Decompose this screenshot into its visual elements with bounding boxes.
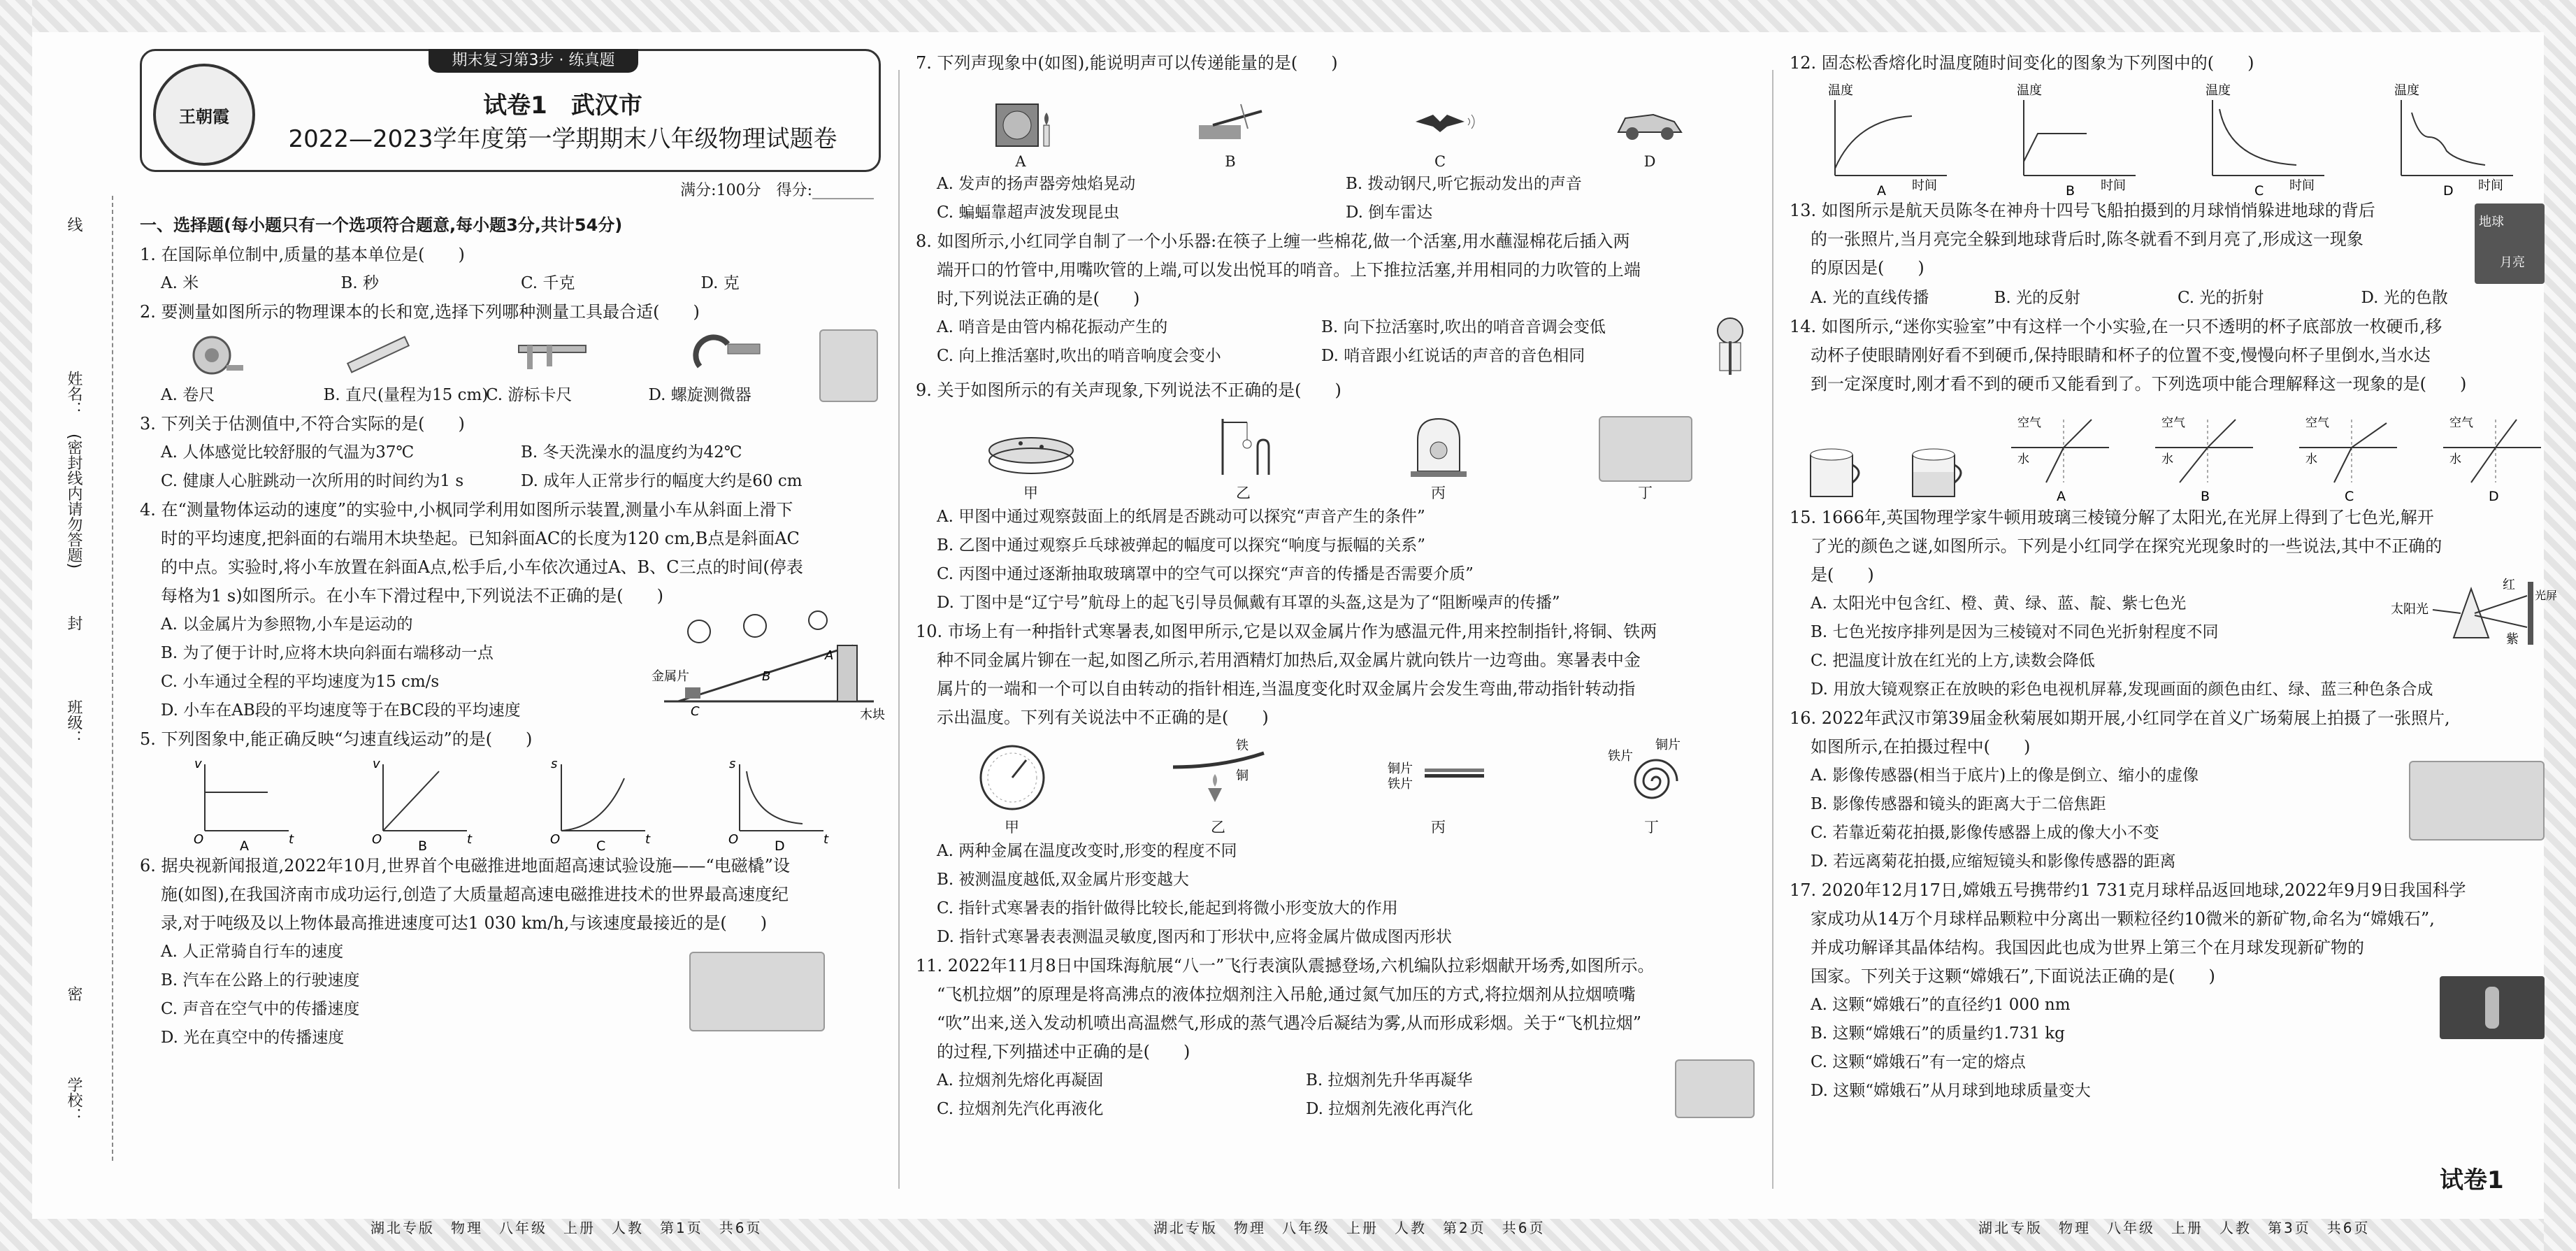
svg-text:t: t — [645, 832, 650, 847]
svg-text:A: A — [2057, 489, 2066, 504]
svg-text:温度: 温度 — [1828, 83, 1853, 98]
question-line: 国家。下列关于这颗“嫦娥石”,下面说法正确的是( ) — [1811, 966, 2215, 986]
option-c[interactable]: C. 声音在空气中的传播速度 — [161, 1000, 360, 1018]
question-13 — [1790, 196, 2545, 313]
label-c: C — [691, 704, 700, 719]
graph-a — [1814, 78, 1954, 199]
svg-text:v: v — [194, 757, 202, 771]
option-c[interactable]: C. 健康人心脏跳动一次所用的时间约为1 s — [161, 472, 464, 490]
question-10 — [916, 617, 1755, 952]
page-border-left — [0, 0, 32, 1251]
option-a[interactable]: A. 太阳光中包含红、橙、黄、绿、蓝、靛、紫七色光 — [1811, 594, 2187, 613]
label-yi: 乙 — [1236, 485, 1251, 501]
question-line: 16. 2022年武汉市第39届金秋菊展如期开展,小红同学在首义广场菊展上拍摄了一张照片, — [1790, 708, 2450, 728]
carrier-photo — [1599, 416, 1692, 482]
exam-subtitle: 2022—2023学年度第一学期期末八年级物理试题卷 — [288, 125, 837, 153]
q7-figures — [916, 78, 1755, 170]
label-b: B — [1225, 153, 1236, 170]
svg-text:B: B — [2066, 183, 2075, 199]
seal-note: (密封线内请勿答题) — [65, 434, 82, 569]
option-b[interactable]: B. 为了便于计时,应将木块向斜面右端移动一点 — [161, 644, 494, 662]
option-d[interactable]: D. 这颗“嫦娥石”从月球到地球质量变大 — [1811, 1082, 2091, 1100]
question-4 — [140, 496, 885, 725]
option-d[interactable]: D. 成年人正常步行的幅度大约是60 cm — [521, 472, 803, 490]
svg-text:温度: 温度 — [2017, 83, 2042, 98]
question-line: 的原因是( ) — [1811, 258, 1924, 278]
option-d[interactable]: D. 小车在AB段的平均速度等于在BC段的平均速度 — [161, 701, 521, 720]
option-d[interactable]: D. 丁图中是“辽宁号”航母上的起飞引导员佩戴有耳罩的头盔,这是为了“阻断噪声的传播” — [937, 594, 1560, 612]
question-8 — [916, 227, 1755, 376]
svg-text:红: 红 — [2503, 578, 2515, 592]
question-14 — [1790, 313, 2545, 503]
svg-text:t: t — [466, 832, 472, 847]
review-step-tag: 期末复习第3步 · 练真题 — [429, 49, 638, 73]
option-c[interactable]: C. 拉烟剂先汽化再液化 — [937, 1100, 1104, 1118]
ruler-icon — [340, 331, 417, 376]
svg-text:时间: 时间 — [1912, 178, 1937, 193]
option-b[interactable]: B. 拉烟剂先升华再凝华 — [1306, 1071, 1473, 1089]
option-d[interactable]: D. 哨音跟小红说话的声音的音色相同 — [1321, 347, 1585, 365]
refraction-a — [2008, 406, 2113, 503]
option-a[interactable]: A. 以金属片为参照物,小车是运动的 — [161, 615, 413, 634]
question-line: 示出温度。下列有关说法中不正确的是( ) — [937, 708, 1269, 727]
question-6 — [140, 852, 881, 1052]
micrometer-icon — [686, 331, 763, 376]
svg-text:铜: 铜 — [1235, 769, 1249, 783]
svg-text:O: O — [371, 832, 382, 847]
label-earth: 地球 — [2479, 215, 2504, 229]
school-field-label: 学校： — [65, 1077, 82, 1123]
prism-dispersion-figure — [2391, 561, 2558, 666]
question-1 — [140, 241, 881, 298]
page-1 — [140, 49, 885, 1236]
question-line: 时,下列说法正确的是( ) — [937, 289, 1140, 308]
option-b[interactable]: B. 影像传感器和镜头的距离大于二倍焦距 — [1811, 795, 2106, 813]
seal-dashed-line — [112, 196, 113, 1161]
svg-text:铜片: 铜片 — [1655, 738, 1681, 752]
bell-jar-icon — [1404, 412, 1474, 482]
motion-graphs — [140, 754, 881, 852]
option-a[interactable]: A. 光的直线传播 — [1811, 289, 1929, 307]
bat-icon — [1402, 90, 1478, 153]
q10-figures — [916, 732, 1755, 837]
question-line: 6. 据央视新闻报道,2022年10月,世界首个电磁推进地面超高速试验设施——“电磁橇”设 — [140, 856, 790, 875]
tuning-fork-icon — [1209, 412, 1279, 482]
question-line: 施(如图),在我国济南市成功运行,创造了大质量超高速电磁推进技术的世界最高速度纪 — [161, 885, 789, 904]
option-b[interactable]: B. 拨动钢尺,听它振动发出的声音 — [1346, 175, 1582, 193]
aerobatic-jets-photo — [1675, 1059, 1755, 1118]
question-line: 的过程,下列描述中正确的是( ) — [937, 1042, 1190, 1061]
question-line: 是( ) — [1811, 565, 1874, 585]
question-2 — [140, 298, 881, 410]
option-c[interactable]: C. 丙图中通过逐渐抽取玻璃罩中的空气可以探究“声音的传播是否需要介质” — [937, 565, 1474, 583]
svg-text:B: B — [417, 838, 427, 854]
svg-text:水: 水 — [2449, 452, 2461, 466]
page-footer-1: 湖北专版 物理 八年级 上册 人教 第1页 共6页 — [370, 1220, 763, 1236]
svg-text:时间: 时间 — [2478, 178, 2503, 193]
option-a[interactable]: A. 两种金属在温度改变时,形变的程度不同 — [937, 842, 1237, 860]
graph-a — [191, 754, 296, 852]
option-d[interactable]: D. 螺旋测微器 — [648, 386, 751, 404]
seal-seal-label: 封 — [65, 615, 82, 631]
option-c[interactable]: C. 这颗“嫦娥石”有一定的熔点 — [1811, 1053, 2026, 1071]
option-a[interactable]: A. 这颗“嫦娥石”的直径约1 000 nm — [1811, 996, 2071, 1014]
question-line: 13. 如图所示是航天员陈冬在神舟十四号飞船拍摄到的月球悄悄躲进地球的背后 — [1790, 201, 2375, 220]
question-line: 时的平均速度,把斜面的右端用木块垫起。已知斜面AC的长度为120 cm,B点是斜面AC — [161, 529, 800, 548]
q14-figures — [1790, 399, 2545, 503]
question-line: 10. 市场上有一种指针式寒暑表,如图甲所示,它是以双金属片作为感温元件,用来控制指针,将铜、铁两 — [916, 622, 1657, 641]
label-metal: 金属片 — [652, 669, 689, 684]
option-c[interactable]: C. 蝙蝠靠超声波发现昆虫 — [937, 203, 1120, 222]
option-c[interactable]: C. 小车通过全程的平均速度为15 cm/s — [161, 673, 440, 691]
svg-text:O: O — [549, 832, 560, 847]
label-d: D — [1643, 153, 1656, 170]
question-stem: 7. 下列声现象中(如图),能说明声可以传递能量的是( ) — [916, 53, 1338, 73]
refraction-b — [2152, 406, 2257, 503]
question-11 — [916, 952, 1755, 1124]
svg-text:A: A — [1877, 183, 1886, 199]
tape-measure-icon — [188, 331, 244, 376]
svg-text:空气: 空气 — [2161, 416, 2185, 430]
label-a: A — [825, 648, 834, 663]
page-border-right — [2544, 0, 2576, 1251]
svg-text:时间: 时间 — [2101, 178, 2126, 193]
question-line: 动杯子使眼睛刚好看不到硬币,保持眼睛和杯子的位置不变,慢慢向杯子里倒水,当水达 — [1811, 345, 2431, 365]
question-line: 8. 如图所示,小红同学自制了一个小乐器:在筷子上缠一些棉花,做一个活塞,用水蘸湿棉花后插入两 — [916, 231, 1630, 251]
stopwatch-icon — [688, 620, 710, 643]
svg-text:时间: 时间 — [2289, 178, 2315, 193]
svg-text:C: C — [596, 838, 605, 854]
question-stem: 5. 下列图象中,能正确反映“匀速直线运动”的是( ) — [140, 729, 533, 749]
label-moon: 月亮 — [2500, 255, 2525, 270]
question-line: 了光的颜色之谜,如图所示。下列是小红同学在探究光现象时的一些说法,其中不正确的 — [1811, 536, 2442, 556]
question-line: 14. 如图所示,“迷你实验室”中有这样一个小实验,在一只不透明的杯子底部放一枚硬币,移 — [1790, 317, 2442, 336]
bimetal-strip-icon — [1386, 739, 1491, 816]
svg-text:温度: 温度 — [2206, 83, 2231, 98]
question-line: 端开口的竹管中,用嘴吹管的上端,可以发出悦耳的哨音。上下推拉活塞,并用相同的力吹管的上端 — [937, 260, 1641, 280]
option-d[interactable]: D. 用放大镜观察正在放映的彩色电视机屏幕,发现画面的颜色由红、绿、蓝三种色条合成 — [1811, 680, 2433, 699]
incline-experiment-figure — [650, 610, 885, 725]
seal-close-label: 密 — [65, 986, 82, 1001]
label-bing: 丙 — [1431, 819, 1446, 836]
page-3 — [1790, 49, 2558, 1236]
label-a: A — [1015, 153, 1026, 170]
label-jia: 甲 — [1023, 485, 1038, 501]
option-b[interactable]: B. 被测温度越低,双金属片形变越大 — [937, 871, 1189, 889]
score-line: 满分:100分 得分:________ — [680, 182, 874, 199]
graph-b — [369, 754, 474, 852]
svg-text:空气: 空气 — [2305, 416, 2329, 430]
option-d[interactable]: D. 克 — [700, 274, 740, 292]
stopwatch-icon — [744, 615, 766, 637]
question-15 — [1790, 503, 2558, 704]
option-a[interactable]: A. 甲图中通过观察鼓面上的纸屑是否跳动可以探究“声音产生的条件” — [937, 508, 1425, 526]
bimetal-spiral-icon — [1606, 739, 1697, 816]
question-5 — [140, 725, 881, 852]
label-yi: 乙 — [1211, 819, 1225, 836]
svg-text:水: 水 — [2305, 452, 2317, 466]
q2-tools-figure — [140, 327, 811, 381]
vernier-caliper-icon — [513, 331, 590, 376]
question-stem: 3. 下列关于估测值中,不符合实际的是( ) — [140, 414, 465, 434]
svg-text:铁片: 铁片 — [1607, 749, 1633, 764]
q9-figures — [916, 405, 1755, 503]
graph-d — [726, 754, 830, 852]
svg-text:光屏: 光屏 — [2535, 589, 2558, 602]
svg-text:D: D — [774, 838, 785, 854]
question-12 — [1790, 49, 2545, 199]
page-footer-2: 湖北专版 物理 八年级 上册 人教 第2页 共6页 — [1153, 1220, 1546, 1236]
question-line: 4. 在“测量物体运动的速度”的实验中,小枫同学利用如图所示装置,测量小车从斜面上滑下 — [140, 500, 793, 520]
question-7 — [916, 49, 1755, 227]
question-line: 17. 2020年12月17日,嫦娥五号携带约1 731克月球样品返回地球,2022年9月9日我国科学 — [1790, 880, 2466, 900]
question-9 — [916, 376, 1755, 617]
moon-earth-photo — [2475, 203, 2545, 284]
option-c[interactable]: C. 千克 — [521, 274, 575, 292]
svg-text:紫: 紫 — [2506, 632, 2519, 647]
graph-b — [2003, 78, 2143, 199]
option-c[interactable]: C. 光的折射 — [2178, 289, 2264, 307]
column-divider-2 — [1772, 70, 1773, 1189]
option-a[interactable]: A. 哨音是由管内棉花振动产生的 — [937, 318, 1168, 336]
label-c: C — [1434, 153, 1446, 170]
option-d[interactable]: D. 光的色散 — [2361, 289, 2448, 307]
label-ding: 丁 — [1638, 485, 1653, 501]
svg-text:铁: 铁 — [1235, 738, 1249, 753]
seal-line-label: 线 — [65, 217, 82, 232]
question-line: 的一张照片,当月亮完全躲到地球背后时,陈冬就看不到月亮了,形成这一现象 — [1811, 229, 2363, 249]
cup-empty-icon — [1804, 434, 1866, 503]
question-stem: 12. 固态松香熔化时温度随时间变化的图象为下列图中的( ) — [1790, 53, 2254, 73]
option-a[interactable]: A. 拉烟剂先熔化再凝固 — [937, 1071, 1104, 1089]
question-line: 如图所示,在拍摄过程中( ) — [1811, 737, 2031, 757]
option-a[interactable]: A. 人体感觉比较舒服的气温为37℃ — [161, 443, 415, 462]
question-line: 属片的一端和一个可以自由转动的指针相连,当温度变化时双金属片会发生弯曲,带动指针转动指 — [937, 679, 1636, 699]
option-c[interactable]: C. 若靠近菊花拍摄,影像传感器上成的像大小不变 — [1811, 824, 2159, 842]
svg-text:水: 水 — [2017, 452, 2029, 466]
question-line: 15. 1666年,英国物理学家牛顿用玻璃三棱镜分解了太阳光,在光屏上得到了七色光,解开 — [1790, 508, 2434, 527]
question-line: 录,对于吨级及以上物体最高推进速度可达1 030 km/h,与该速度最接近的是( ) — [161, 913, 768, 933]
svg-text:t: t — [823, 832, 828, 847]
svg-text:s: s — [550, 757, 557, 771]
svg-text:C: C — [2345, 489, 2354, 504]
question-stem: 1. 在国际单位制中,质量的基本单位是( ) — [140, 245, 465, 264]
option-a[interactable]: A. 米 — [161, 274, 199, 292]
svg-text:空气: 空气 — [2017, 416, 2041, 430]
svg-text:太阳光: 太阳光 — [2391, 602, 2429, 617]
graph-c — [2192, 78, 2331, 199]
brand-logo — [153, 64, 255, 166]
cup-water-icon — [1906, 434, 1969, 503]
label-block: 木块 — [860, 708, 885, 722]
question-stem: 2. 要测量如图所示的物理课本的长和宽,选择下列哪种测量工具最合适( ) — [140, 302, 700, 322]
svg-text:v: v — [372, 757, 380, 771]
melting-graphs — [1790, 78, 2545, 199]
option-c[interactable]: C. 向上推活塞时,吹出的哨音响度会变小 — [937, 347, 1221, 365]
question-3 — [140, 410, 881, 496]
speaker-candle-icon — [982, 90, 1059, 153]
svg-text:D: D — [2443, 183, 2454, 199]
graph-d — [2380, 78, 2520, 199]
exam-header — [140, 49, 881, 172]
svg-text:D: D — [2489, 489, 2499, 504]
svg-text:s: s — [728, 757, 735, 771]
label-bing: 丙 — [1431, 485, 1446, 501]
refraction-c — [2296, 406, 2401, 503]
question-line: 家成功从14万个月球样品颗粒中分离出一颗粒径约10微米的新矿物,命名为“嫦娥石”, — [1811, 909, 2435, 929]
question-17 — [1790, 876, 2545, 1106]
svg-text:B: B — [2201, 489, 2210, 504]
svg-text:O: O — [728, 832, 738, 847]
question-line: 到一定深度时,刚才看不到的硬币又能看到了。下列选项中能合理解释这一现象的是( ) — [1811, 374, 2467, 394]
dial-thermometer-icon — [974, 739, 1051, 816]
question-line: 每格为1 s)如图所示。在小车下滑过程中,下列说法不正确的是( ) — [161, 586, 663, 606]
exam-title: 试卷1 武汉市 — [483, 92, 642, 120]
car-radar-icon — [1611, 90, 1688, 153]
option-b[interactable]: B. 直尺(量程为15 cm) — [323, 386, 489, 404]
label-jia: 甲 — [1005, 819, 1019, 836]
option-d[interactable]: D. 指针式寒暑表表测温灵敏度,图丙和丁形状中,应将金属片做成图丙形状 — [937, 928, 1452, 946]
question-line: “吹”出来,送入发动机喷出高温燃气,形成的蒸气遇冷后凝结为雾,从而形成彩烟。关于“飞机拉烟” — [937, 1013, 1641, 1033]
svg-text:O: O — [193, 832, 203, 847]
graph-c — [547, 754, 652, 852]
label-b: B — [762, 669, 771, 684]
question-line: 并成功解译其晶体结构。我国因此也成为世界上第三个在月球发现新矿物的 — [1811, 938, 2364, 957]
svg-text:铁片: 铁片 — [1387, 777, 1413, 792]
name-field-label: 姓名： — [65, 371, 82, 417]
option-b[interactable]: B. 冬天洗澡水的温度约为42℃ — [521, 443, 742, 462]
question-line: 11. 2022年11月8日中国珠海航展“八一”飞行表演队震撼登场,六机编队拉彩烟献开场秀,如图所示。 — [916, 956, 1655, 975]
option-b[interactable]: B. 向下拉活塞时,吹出的哨音音调会变低 — [1321, 318, 1606, 336]
question-stem: 9. 关于如图所示的有关声现象,下列说法不正确的是( ) — [916, 380, 1341, 400]
option-a[interactable]: A. 人正常骑自行车的速度 — [161, 943, 344, 961]
section-title: 一、选择题(每小题只有一个选项符合题意,每小题3分,共计54分) — [140, 215, 623, 235]
drum-paper-icon — [979, 412, 1084, 482]
svg-text:空气: 空气 — [2449, 416, 2473, 430]
svg-text:C: C — [2254, 183, 2264, 199]
option-b[interactable]: B. 秒 — [340, 274, 380, 292]
option-b[interactable]: B. 光的反射 — [1994, 289, 2081, 307]
paper-number: 试卷1 — [2440, 1166, 2504, 1194]
option-a[interactable]: A. 发声的扬声器旁烛焰晃动 — [937, 175, 1136, 193]
option-a[interactable]: A. 影像传感器(相当于底片)上的像是倒立、缩小的虚像 — [1811, 766, 2199, 785]
refraction-d — [2440, 406, 2545, 503]
question-16 — [1790, 704, 2545, 876]
svg-text:温度: 温度 — [2394, 83, 2419, 98]
option-a[interactable]: A. 卷尺 — [161, 386, 215, 404]
change-stone-photo — [2440, 976, 2545, 1039]
steel-ruler-icon — [1192, 90, 1269, 153]
class-field-label: 班级： — [65, 699, 82, 745]
textbook-photo — [819, 329, 878, 402]
svg-text:水: 水 — [2161, 452, 2173, 466]
option-d[interactable]: D. 倒车雷达 — [1346, 203, 1433, 222]
question-line: 种不同金属片铆在一起,如图乙所示,若用酒精灯加热后,双金属片就向铁片一边弯曲。寒暑表中金 — [937, 650, 1641, 670]
svg-text:t: t — [288, 832, 294, 847]
option-b[interactable]: B. 乙图中通过观察乒乓球被弹起的幅度可以探究“响度与振幅的关系” — [937, 536, 1426, 555]
option-c[interactable]: C. 游标卡尺 — [486, 386, 573, 404]
option-b[interactable]: B. 汽车在公路上的行驶速度 — [161, 971, 360, 989]
svg-text:铜片: 铜片 — [1387, 762, 1413, 776]
stopwatch-icon — [809, 611, 827, 629]
option-b[interactable]: B. 这颗“嫦娥石”的质量约1.731 kg — [1811, 1024, 2065, 1043]
question-line: “飞机拉烟”的原理是将高沸点的液体拉烟剂注入吊舱,通过氮气加压的方式,将拉烟剂从拉烟喷嘴 — [937, 985, 1636, 1004]
option-c[interactable]: C. 把温度计放在红光的上方,读数会降低 — [1811, 652, 2095, 670]
page-2 — [916, 49, 1755, 1236]
column-divider-1 — [898, 70, 900, 1189]
brand-logo-text: 王朝霞 — [179, 106, 229, 127]
option-d[interactable]: D. 光在真空中的传播速度 — [161, 1029, 345, 1047]
bimetal-heating-icon — [1166, 739, 1271, 816]
girl-flute-icon — [1706, 313, 1755, 376]
chrysanthemum-photo — [2409, 761, 2545, 841]
option-d[interactable]: D. 拉烟剂先液化再汽化 — [1306, 1100, 1474, 1118]
page-border-top — [0, 0, 2576, 32]
svg-text:A: A — [239, 838, 249, 854]
label-ding: 丁 — [1644, 819, 1659, 836]
option-c[interactable]: C. 指针式寒暑表的指针做得比较长,能起到将微小形变放大的作用 — [937, 899, 1398, 917]
question-line: 的中点。实验时,将小车放置在斜面A点,松手后,小车依次通过A、B、C三点的时间(停表 — [161, 557, 803, 577]
option-d[interactable]: D. 若远离菊花拍摄,应缩短镜头和影像传感器的距离 — [1811, 852, 2176, 871]
page-footer-3: 湖北专版 物理 八年级 上册 人教 第3页 共6页 — [1978, 1220, 2370, 1236]
option-b[interactable]: B. 七色光按序排列是因为三棱镜对不同色光折射程度不同 — [1811, 623, 2219, 641]
em-sled-photo — [689, 952, 825, 1031]
